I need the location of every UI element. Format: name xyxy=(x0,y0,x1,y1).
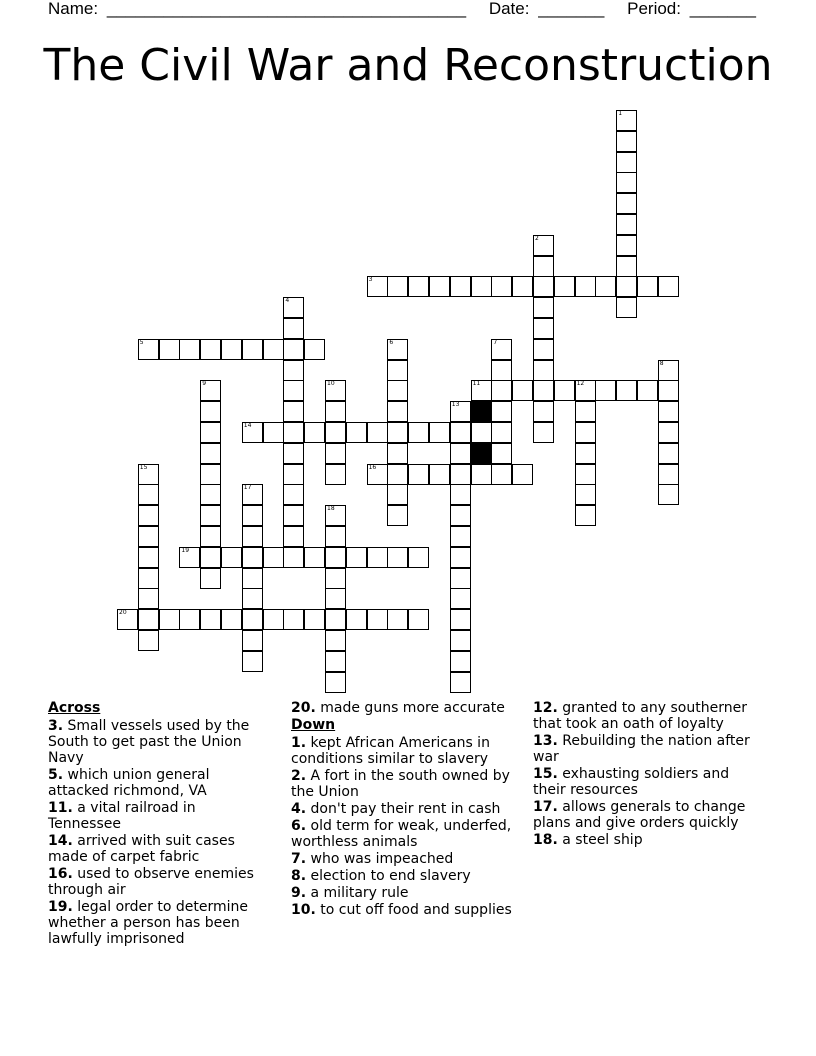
crossword-cell[interactable] xyxy=(491,339,512,360)
crossword-cell[interactable] xyxy=(367,464,388,485)
crossword-cell[interactable] xyxy=(283,380,304,401)
crossword-cell[interactable] xyxy=(304,339,325,360)
crossword-cell[interactable] xyxy=(325,547,346,568)
date-label: Date: xyxy=(488,0,530,18)
crossword-cell[interactable] xyxy=(200,464,221,485)
down-heading: Down xyxy=(291,717,336,733)
clue-number-label: 6 xyxy=(389,338,394,346)
clue-down-10: 10. to cut off food and supplies xyxy=(291,902,512,918)
crossword-cell[interactable] xyxy=(450,422,471,443)
name-label: Name: xyxy=(48,0,99,18)
clue-across-16: 16. used to observe enemies through air xyxy=(48,866,254,898)
crossword-cell[interactable] xyxy=(450,484,471,505)
crossword-cell[interactable] xyxy=(304,547,325,568)
crossword-cell[interactable] xyxy=(221,339,242,360)
crossword-cell[interactable] xyxy=(533,380,554,401)
crossword-cell[interactable] xyxy=(491,360,512,381)
crossword-cell[interactable] xyxy=(450,651,471,672)
crossword-cell[interactable] xyxy=(200,484,221,505)
crossword-cell[interactable] xyxy=(429,276,450,297)
crossword-cell[interactable] xyxy=(346,547,367,568)
crossword-cell[interactable] xyxy=(200,401,221,422)
crossword-cell[interactable] xyxy=(325,588,346,609)
clue-number-label: 10 xyxy=(327,380,335,388)
crossword-cell[interactable] xyxy=(117,609,138,630)
crossword-cell[interactable] xyxy=(325,443,346,464)
clue-number-label: 5 xyxy=(139,338,144,346)
crossword-cell[interactable] xyxy=(575,505,596,526)
crossword-cell[interactable] xyxy=(283,443,304,464)
crossword-cell[interactable] xyxy=(575,443,596,464)
crossword-cell[interactable] xyxy=(242,526,263,547)
crossword-cell[interactable] xyxy=(242,422,263,443)
crossword-cell[interactable] xyxy=(616,172,637,193)
crossword-cell[interactable] xyxy=(200,609,221,630)
crossword-cell[interactable] xyxy=(450,630,471,651)
crossword-cell[interactable] xyxy=(200,505,221,526)
crossword-cell[interactable] xyxy=(471,276,492,297)
crossword-cell[interactable] xyxy=(138,588,159,609)
crossword-cell[interactable] xyxy=(179,609,200,630)
crossword-cell[interactable] xyxy=(346,422,367,443)
crossword-cell[interactable] xyxy=(595,276,616,297)
crossword-cell[interactable] xyxy=(138,630,159,651)
clue-number-label: 19 xyxy=(181,546,190,554)
crossword-cell[interactable] xyxy=(616,235,637,256)
clue-number-label: 15 xyxy=(139,463,148,471)
crossword-cell[interactable] xyxy=(658,380,679,401)
crossword-cell[interactable] xyxy=(159,339,180,360)
period-label: Period: xyxy=(627,0,681,18)
crossword-cell[interactable] xyxy=(533,318,554,339)
crossword-cell[interactable] xyxy=(387,443,408,464)
crossword-cell[interactable] xyxy=(387,464,408,485)
crossword-cell[interactable] xyxy=(512,380,533,401)
clue-number-label: 7 xyxy=(493,338,498,346)
date-field-line[interactable]: _______ xyxy=(538,0,605,18)
crossword-cell[interactable] xyxy=(595,380,616,401)
name-field-line[interactable]: ______________________________________ xyxy=(106,0,467,18)
crossword-cell[interactable] xyxy=(159,609,180,630)
crossword-cell[interactable] xyxy=(658,360,679,381)
clue-number-label: 11 xyxy=(472,380,481,388)
crossword-cell[interactable] xyxy=(408,464,429,485)
clue-across-19: 19. legal order to determine whether a person has been lawfully imprisoned xyxy=(48,899,248,947)
crossword-cell[interactable] xyxy=(283,484,304,505)
crossword-cell[interactable] xyxy=(512,276,533,297)
crossword-cell[interactable] xyxy=(450,547,471,568)
clue-down-2: 2. A fort in the south owned by the Union xyxy=(291,768,510,800)
crossword-cell[interactable] xyxy=(450,609,471,630)
clue-across-3: 3. Small vessels used by the South to get past the Union Navy xyxy=(48,718,250,766)
crossword-cell[interactable] xyxy=(325,401,346,422)
crossword-cell[interactable] xyxy=(283,422,304,443)
crossword-cell[interactable] xyxy=(575,380,596,401)
crossword-cell[interactable] xyxy=(221,547,242,568)
crossword-cell[interactable] xyxy=(283,609,304,630)
clue-down-18: 18. a steel ship xyxy=(533,832,643,848)
crossword-cell[interactable] xyxy=(450,505,471,526)
crossword-cell[interactable] xyxy=(325,672,346,693)
crossword-cell[interactable] xyxy=(387,547,408,568)
crossword-cell[interactable] xyxy=(575,276,596,297)
clue-number-label: 8 xyxy=(659,359,664,367)
crossword-cell[interactable] xyxy=(200,526,221,547)
crossword-cell[interactable] xyxy=(283,526,304,547)
clue-down-8: 8. election to end slavery xyxy=(291,868,471,884)
clue-down-17: 17. allows generals to change plans and give orders quickly xyxy=(533,799,746,831)
crossword-cell[interactable] xyxy=(491,380,512,401)
crossword-cell[interactable] xyxy=(387,380,408,401)
crossword-cell[interactable] xyxy=(533,276,554,297)
crossword-cell[interactable] xyxy=(450,588,471,609)
crossword-cell[interactable] xyxy=(263,339,284,360)
crossword-cell[interactable] xyxy=(616,110,637,131)
crossword-cell[interactable] xyxy=(242,588,263,609)
crossword-cell[interactable] xyxy=(221,609,242,630)
crossword-cell[interactable] xyxy=(387,505,408,526)
clue-number-label: 3 xyxy=(368,276,373,284)
crossword-cell[interactable] xyxy=(387,609,408,630)
crossword-cell[interactable] xyxy=(616,214,637,235)
clue-down-15: 15. exhausting soldiers and their resources xyxy=(533,766,730,798)
crossword-cell[interactable] xyxy=(408,422,429,443)
clue-number-label: 2 xyxy=(535,234,539,242)
clue-down-9: 9. a military rule xyxy=(291,885,409,901)
crossword-cell[interactable] xyxy=(533,256,554,277)
across-heading: Across xyxy=(48,700,101,716)
crossword-cell[interactable] xyxy=(450,568,471,589)
crossword-cell[interactable] xyxy=(658,484,679,505)
crossword-cell[interactable] xyxy=(471,464,492,485)
page-title: The Civil War and Reconstruction xyxy=(43,40,773,91)
crossword-cell[interactable] xyxy=(242,339,263,360)
crossword-cell[interactable] xyxy=(616,131,637,152)
crossword-cell[interactable] xyxy=(491,443,512,464)
crossword-cell[interactable] xyxy=(242,630,263,651)
crossword-cell[interactable] xyxy=(658,443,679,464)
crossword-cell[interactable] xyxy=(283,297,304,318)
crossword-cell[interactable] xyxy=(491,464,512,485)
period-field-line[interactable]: _______ xyxy=(689,0,756,18)
crossword-cell[interactable] xyxy=(325,526,346,547)
crossword-cell[interactable] xyxy=(242,568,263,589)
clue-number-label: 13 xyxy=(451,401,460,409)
crossword-cell[interactable] xyxy=(575,464,596,485)
clue-down-7: 7. who was impeached xyxy=(291,851,454,867)
crossword-cell[interactable] xyxy=(179,547,200,568)
crossword-cell[interactable] xyxy=(554,380,575,401)
crossword-cell[interactable] xyxy=(263,609,284,630)
clue-number-label: 20 xyxy=(119,609,127,617)
crossword-cell[interactable] xyxy=(387,484,408,505)
crossword-cell[interactable] xyxy=(658,276,679,297)
crossword-cell[interactable] xyxy=(387,401,408,422)
crossword-cell[interactable] xyxy=(450,401,471,422)
crossword-cell[interactable] xyxy=(367,609,388,630)
crossword-cell[interactable] xyxy=(138,526,159,547)
crossword-cell[interactable] xyxy=(200,339,221,360)
crossword-cell[interactable] xyxy=(283,339,304,360)
crossword-cell[interactable] xyxy=(616,256,637,277)
clue-down-1: 1. kept African Americans in conditions similar to slavery xyxy=(291,735,490,767)
crossword-cell[interactable] xyxy=(242,484,263,505)
crossword-cell[interactable] xyxy=(554,276,575,297)
crossword-cell[interactable] xyxy=(450,276,471,297)
crossword-cell[interactable] xyxy=(387,276,408,297)
crossword-cell[interactable] xyxy=(471,422,492,443)
crossword-cell[interactable] xyxy=(533,422,554,443)
crossword-cell[interactable] xyxy=(200,568,221,589)
clue-number-label: 18 xyxy=(327,505,335,513)
crossword-cell[interactable] xyxy=(408,276,429,297)
crossword-cell[interactable] xyxy=(616,380,637,401)
crossword-cell[interactable] xyxy=(325,422,346,443)
clue-number-label: 14 xyxy=(243,422,252,429)
crossword-cell[interactable] xyxy=(367,422,388,443)
crossword-cell[interactable] xyxy=(387,422,408,443)
crossword-cell[interactable] xyxy=(616,276,637,297)
crossword-cell[interactable] xyxy=(637,380,658,401)
crossword-cell[interactable] xyxy=(304,422,325,443)
crossword-cell[interactable] xyxy=(658,422,679,443)
crossword-cell[interactable] xyxy=(138,547,159,568)
clue-number-label: 12 xyxy=(576,380,585,388)
crossword-cell[interactable] xyxy=(533,297,554,318)
crossword-cell[interactable] xyxy=(491,422,512,443)
clue-down-13: 13. Rebuilding the nation after war xyxy=(533,733,750,765)
crossword-cell[interactable] xyxy=(512,464,533,485)
crossword-cell[interactable] xyxy=(533,360,554,381)
crossword-cell[interactable] xyxy=(367,547,388,568)
crossword-cell[interactable] xyxy=(304,609,325,630)
crossword-cell[interactable] xyxy=(283,505,304,526)
crossword-cell[interactable] xyxy=(138,464,159,485)
crossword-cell[interactable] xyxy=(283,318,304,339)
crossword-cell[interactable] xyxy=(491,401,512,422)
crossword-cell[interactable] xyxy=(138,484,159,505)
crossword-cell[interactable] xyxy=(367,276,388,297)
clue-across-11: 11. a vital railroad in Tennessee xyxy=(48,800,196,832)
clue-number-label: 4 xyxy=(285,297,290,305)
crossword-cell[interactable] xyxy=(138,505,159,526)
crossword-cell[interactable] xyxy=(263,422,284,443)
crossword-black-cell xyxy=(471,401,492,422)
crossword-cell[interactable] xyxy=(575,422,596,443)
clue-number-label: 9 xyxy=(202,380,207,388)
crossword-cell[interactable] xyxy=(429,464,450,485)
crossword-cell[interactable] xyxy=(283,401,304,422)
crossword-cell[interactable] xyxy=(429,422,450,443)
crossword-cell[interactable] xyxy=(325,651,346,672)
clue-number-label: 1 xyxy=(618,110,623,117)
crossword-cell[interactable] xyxy=(346,609,367,630)
clue-down-6: 6. old term for weak, underfed, worthless animals xyxy=(291,818,512,850)
clue-column-2 xyxy=(291,700,519,919)
crossword-cell[interactable] xyxy=(242,547,263,568)
crossword-cell[interactable] xyxy=(491,276,512,297)
clue-column-1 xyxy=(48,700,273,948)
crossword-cell[interactable] xyxy=(616,297,637,318)
crossword-black-cell xyxy=(471,443,492,464)
crossword-cell[interactable] xyxy=(263,547,284,568)
clue-across-20: 20. made guns more accurate xyxy=(291,700,505,716)
clue-across-5: 5. which union general attacked richmond, VA xyxy=(48,767,210,799)
crossword-cell[interactable] xyxy=(242,505,263,526)
crossword-cell[interactable] xyxy=(533,401,554,422)
crossword-cell[interactable] xyxy=(658,464,679,485)
crossword-cell[interactable] xyxy=(138,568,159,589)
crossword-cell[interactable] xyxy=(283,464,304,485)
clue-across-14: 14. arrived with suit cases made of carpet fabric xyxy=(48,833,235,865)
crossword-cell[interactable] xyxy=(533,235,554,256)
crossword-cell[interactable] xyxy=(325,630,346,651)
crossword-cell[interactable] xyxy=(200,422,221,443)
clue-number-label: 17 xyxy=(243,484,252,492)
crossword-cell[interactable] xyxy=(616,152,637,173)
crossword-cell[interactable] xyxy=(138,609,159,630)
crossword-cell[interactable] xyxy=(325,568,346,589)
crossword-cell[interactable] xyxy=(283,547,304,568)
crossword-cell[interactable] xyxy=(325,609,346,630)
clue-column-3 xyxy=(533,700,765,849)
clue-down-12: 12. granted to any southerner that took an oath of loyalty xyxy=(533,700,747,732)
crossword-cell[interactable] xyxy=(450,443,471,464)
crossword-cell[interactable] xyxy=(387,360,408,381)
crossword-cell[interactable] xyxy=(179,339,200,360)
crossword-cell[interactable] xyxy=(200,380,221,401)
crossword-cell[interactable] xyxy=(283,360,304,381)
crossword-cell[interactable] xyxy=(450,526,471,547)
crossword-cell[interactable] xyxy=(450,672,471,693)
crossword-cell[interactable] xyxy=(387,339,408,360)
crossword-cell[interactable] xyxy=(408,609,429,630)
crossword-cell[interactable] xyxy=(575,484,596,505)
crossword-cell[interactable] xyxy=(200,443,221,464)
crossword-cell[interactable] xyxy=(325,464,346,485)
crossword-cell[interactable] xyxy=(408,547,429,568)
crossword-cell[interactable] xyxy=(575,401,596,422)
crossword-cell[interactable] xyxy=(242,609,263,630)
clue-number-label: 16 xyxy=(368,463,377,471)
crossword-cell[interactable] xyxy=(200,547,221,568)
crossword-cell[interactable] xyxy=(242,651,263,672)
clue-down-4: 4. don't pay their rent in cash xyxy=(291,801,501,817)
crossword-cell[interactable] xyxy=(471,380,492,401)
crossword-cell[interactable] xyxy=(450,464,471,485)
crossword-cell[interactable] xyxy=(533,339,554,360)
crossword-cell[interactable] xyxy=(637,276,658,297)
crossword-cell[interactable] xyxy=(325,505,346,526)
crossword-cell[interactable] xyxy=(325,380,346,401)
crossword-cell[interactable] xyxy=(658,401,679,422)
crossword-cell[interactable] xyxy=(138,339,159,360)
crossword-cell[interactable] xyxy=(616,193,637,214)
